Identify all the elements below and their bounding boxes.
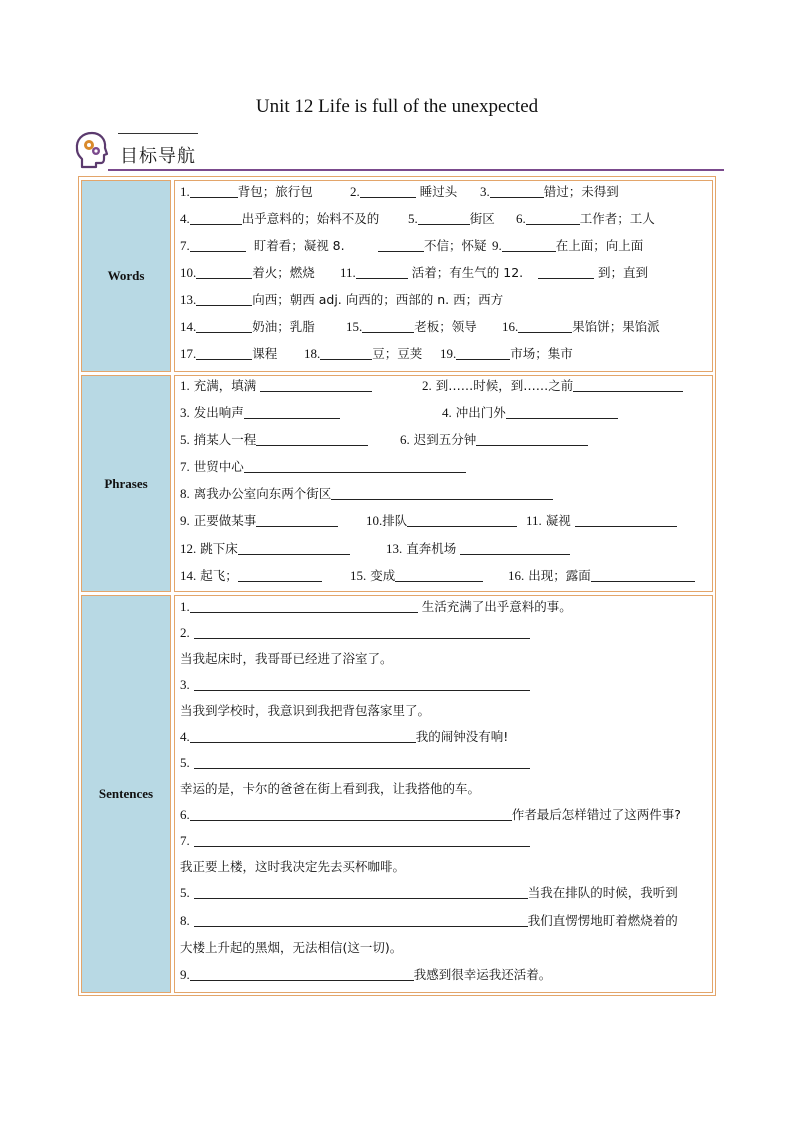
- sentence-item: 2.: [180, 623, 712, 643]
- sentence-item: 7.: [180, 831, 712, 851]
- phrases-row: [180, 430, 712, 450]
- phrase-item: 3. 发出响声: [180, 403, 340, 423]
- word-item: 13. 向西；朝西 adj. 向西的；西部的 n. 西；西方: [180, 292, 504, 307]
- phrase-item: 15. 变成: [350, 566, 483, 586]
- banner-top-line: [118, 133, 198, 134]
- phrases-row: [180, 566, 712, 586]
- sentence-translation: 大楼上升起的黑烟，无法相信(这一切)。: [180, 940, 403, 955]
- sentence-item: 8. 我们直愣愣地盯着燃烧着的: [180, 913, 678, 928]
- phrase-item: 12. 跳下床: [180, 539, 350, 559]
- banner-divider: [108, 169, 724, 171]
- category-phrases: Phrases: [81, 375, 171, 592]
- phrases-row: [180, 539, 712, 559]
- word-item: 6. 工作者；工人: [516, 211, 655, 226]
- words-row: [180, 344, 712, 364]
- sentence-translation: 幸运的是，卡尔的爸爸在街上看到我，让我搭他的车。: [180, 781, 481, 796]
- sentence-item: 5. 当我在排队的时候，我听到: [180, 885, 678, 900]
- phrases-row: [180, 376, 712, 396]
- phrase-item: 4. 冲出门外: [442, 403, 618, 423]
- words-row: [180, 317, 712, 337]
- word-item: 到；直到: [538, 263, 648, 283]
- word-item: 15. 老板；领导: [346, 319, 477, 334]
- word-item: 17. 课程: [180, 346, 278, 361]
- document-title: Unit 12 Life is full of the unexpected: [255, 96, 539, 117]
- category-sentences: Sentences: [81, 595, 171, 993]
- sentence-translation: 我正要上楼，这时我决定先去买杯咖啡。: [180, 859, 406, 874]
- words-row: [180, 290, 712, 310]
- phrases-row: [180, 511, 712, 531]
- words-row: [180, 236, 712, 256]
- sentence-item: 1. 生活充满了出乎意料的事。: [180, 599, 572, 614]
- word-item: 不信；怀疑: [378, 236, 487, 256]
- phrases-row: [180, 457, 712, 477]
- sentence-item: 4. 我的闹钟没有响!: [180, 729, 509, 744]
- phrase-item: 13. 直奔机场: [386, 539, 570, 559]
- phrase-item: 1. 充满，填满: [180, 376, 372, 396]
- sentence-item: 9. 我感到很幸运我还活着。: [180, 967, 552, 982]
- phrase-item: 11. 凝视: [526, 511, 677, 531]
- section-banner: [72, 128, 724, 174]
- word-item: 7. 盯着看；凝视 8.: [180, 238, 345, 253]
- phrases-row: [180, 484, 712, 504]
- word-item: 11. 活着；有生气的 12.: [340, 265, 524, 280]
- phrase-item: 6. 迟到五分钟: [400, 430, 588, 450]
- word-item: 9. 在上面；向上面: [492, 238, 644, 253]
- phrases-row: [180, 403, 712, 423]
- phrase-item: 8. 离我办公室向东两个街区: [180, 484, 553, 504]
- word-item: 3. 错过；未得到: [480, 184, 619, 199]
- sentence-item: 3.: [180, 675, 712, 695]
- sentence-translation: 当我起床时，我哥哥已经进了浴室了。: [180, 651, 393, 666]
- sentence-item: 6. 作者最后怎样错过了这两件事?: [180, 807, 681, 822]
- word-item: 14. 奶油；乳脂: [180, 319, 315, 334]
- word-item: 1. 背包；旅行包: [180, 184, 313, 199]
- category-words: Words: [81, 180, 171, 372]
- phrase-item: 2. 到……时候，到……之前: [422, 376, 683, 396]
- phrase-item: 7. 世贸中心: [180, 457, 466, 477]
- words-row: [180, 209, 712, 229]
- phrase-item: 5. 捎某人一程: [180, 430, 368, 450]
- sentence-translation: 当我到学校时，我意识到我把背包落家里了。: [180, 703, 431, 718]
- word-item: 19. 市场；集市: [440, 346, 573, 361]
- word-item: 10. 着火；燃烧: [180, 265, 315, 280]
- words-row: [180, 263, 712, 283]
- word-item: 4. 出乎意料的；始料不及的: [180, 211, 380, 226]
- word-item: 2. 睡过头: [350, 184, 458, 199]
- word-item: 16. 果馅饼；果馅派: [502, 319, 660, 334]
- banner-label: 目标导航: [120, 146, 196, 167]
- phrase-item: 9. 正要做某事: [180, 511, 338, 531]
- head-gears-icon: [72, 130, 112, 170]
- word-item: 18. 豆；豆荚: [304, 346, 423, 361]
- words-row: [180, 182, 712, 202]
- phrase-item: 10.排队: [366, 511, 517, 531]
- phrase-item: 16. 出现；露面: [508, 566, 695, 586]
- phrase-item: 14. 起飞；: [180, 566, 322, 586]
- word-item: 5. 街区: [408, 211, 495, 226]
- sentence-item: 5.: [180, 753, 712, 773]
